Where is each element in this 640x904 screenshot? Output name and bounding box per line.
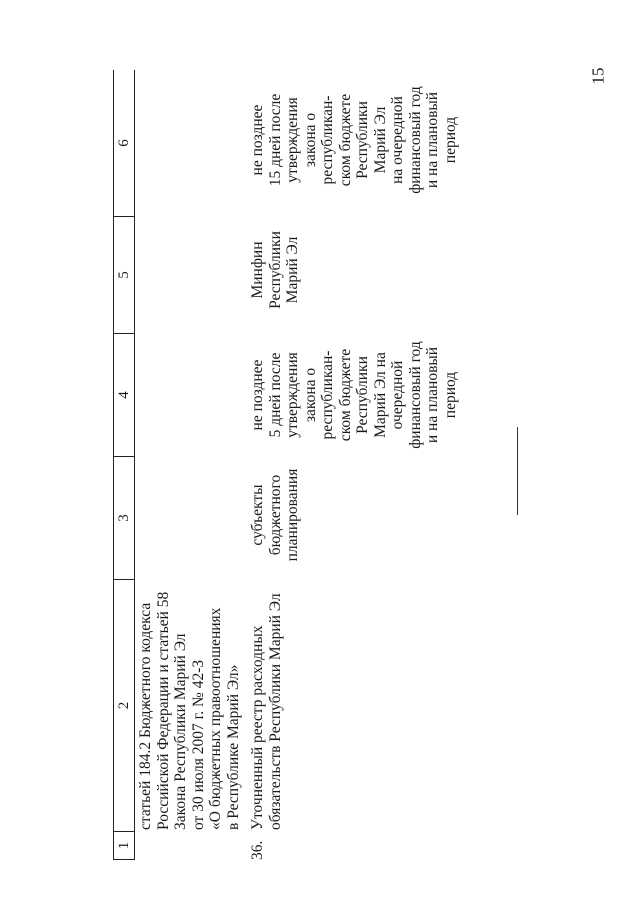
column-header-row bbox=[113, 70, 135, 860]
deadline-line: ском бюджете bbox=[336, 348, 354, 442]
final-deadline-line: не позднее bbox=[249, 104, 266, 176]
column-header-2: 2 bbox=[114, 580, 134, 832]
ministry-line: Минфин bbox=[249, 241, 266, 299]
deadline-line: период bbox=[441, 371, 459, 419]
final-deadline-line: на очередной bbox=[389, 96, 406, 184]
deadline-line: республикан- bbox=[319, 350, 336, 440]
responsible-line: планирования bbox=[284, 468, 301, 562]
deadline-line: 5 дней после bbox=[266, 352, 284, 438]
deadline-line: и на плановый bbox=[424, 346, 441, 444]
deadline-line: Республики bbox=[354, 356, 371, 434]
column-header-3: 3 bbox=[114, 457, 134, 580]
final-deadline-line: республикан- bbox=[319, 95, 336, 185]
column-header-5: 5 bbox=[114, 217, 134, 334]
deadline-line: закона о bbox=[301, 367, 319, 423]
deadline-line: очередной bbox=[389, 360, 406, 430]
description-line: в Республике Марий Эл» bbox=[224, 664, 242, 830]
description-line: Российской Федерации и статьей 58 bbox=[154, 591, 172, 830]
column-header-6: 6 bbox=[114, 70, 134, 217]
rotated-table-sheet bbox=[113, 70, 459, 860]
final-deadline-line: 15 дней после bbox=[266, 93, 284, 187]
final-deadline-line: Марий Эл bbox=[371, 106, 389, 174]
row-description bbox=[249, 580, 284, 830]
final-deadline-line: Республики bbox=[354, 101, 371, 179]
description-line: статьей 184.2 Бюджетного кодекса bbox=[137, 602, 154, 830]
final-deadline-line: утверждения bbox=[284, 97, 301, 183]
deadline-line: финансовый год bbox=[406, 341, 424, 449]
description-line: Закона Республики Марий Эл bbox=[172, 633, 189, 830]
deadline-line: не позднее bbox=[249, 359, 266, 431]
column-header-4: 4 bbox=[114, 334, 134, 457]
ministry-line: Марий Эл bbox=[284, 236, 301, 304]
final-deadline-line: и на плановый bbox=[424, 91, 441, 189]
ministry-line: Республики bbox=[266, 231, 284, 309]
page-number: 15 bbox=[588, 67, 608, 85]
deadline-cell bbox=[249, 334, 459, 456]
deadline-line: Марий Эл на bbox=[371, 352, 389, 438]
description-line: Уточненный реестр расходных bbox=[249, 625, 266, 830]
continued-description bbox=[137, 580, 242, 830]
description-line: от 30 июля 2007 г. № 42-З bbox=[189, 659, 207, 830]
deadline-line: утверждения bbox=[284, 352, 301, 438]
responsible-line: бюджетного bbox=[266, 474, 284, 556]
row-number: 36. bbox=[249, 840, 266, 860]
final-deadline-line: ском бюджете bbox=[336, 93, 354, 187]
responsible-line: субъекты bbox=[249, 484, 266, 546]
final-deadline-line: закона о bbox=[301, 112, 319, 168]
final-deadline-line: финансовый год bbox=[406, 86, 424, 194]
final-deadline-cell bbox=[249, 70, 459, 210]
final-deadline-line: период bbox=[441, 116, 459, 164]
description-line: обязательств Республики Марий Эл bbox=[266, 593, 284, 830]
ministry-cell bbox=[249, 220, 302, 320]
responsible-cell bbox=[249, 456, 302, 574]
column-header-1: 1 bbox=[114, 832, 134, 860]
description-line: «О бюджетных правоотношениях bbox=[207, 607, 224, 830]
closing-rule bbox=[517, 427, 518, 515]
